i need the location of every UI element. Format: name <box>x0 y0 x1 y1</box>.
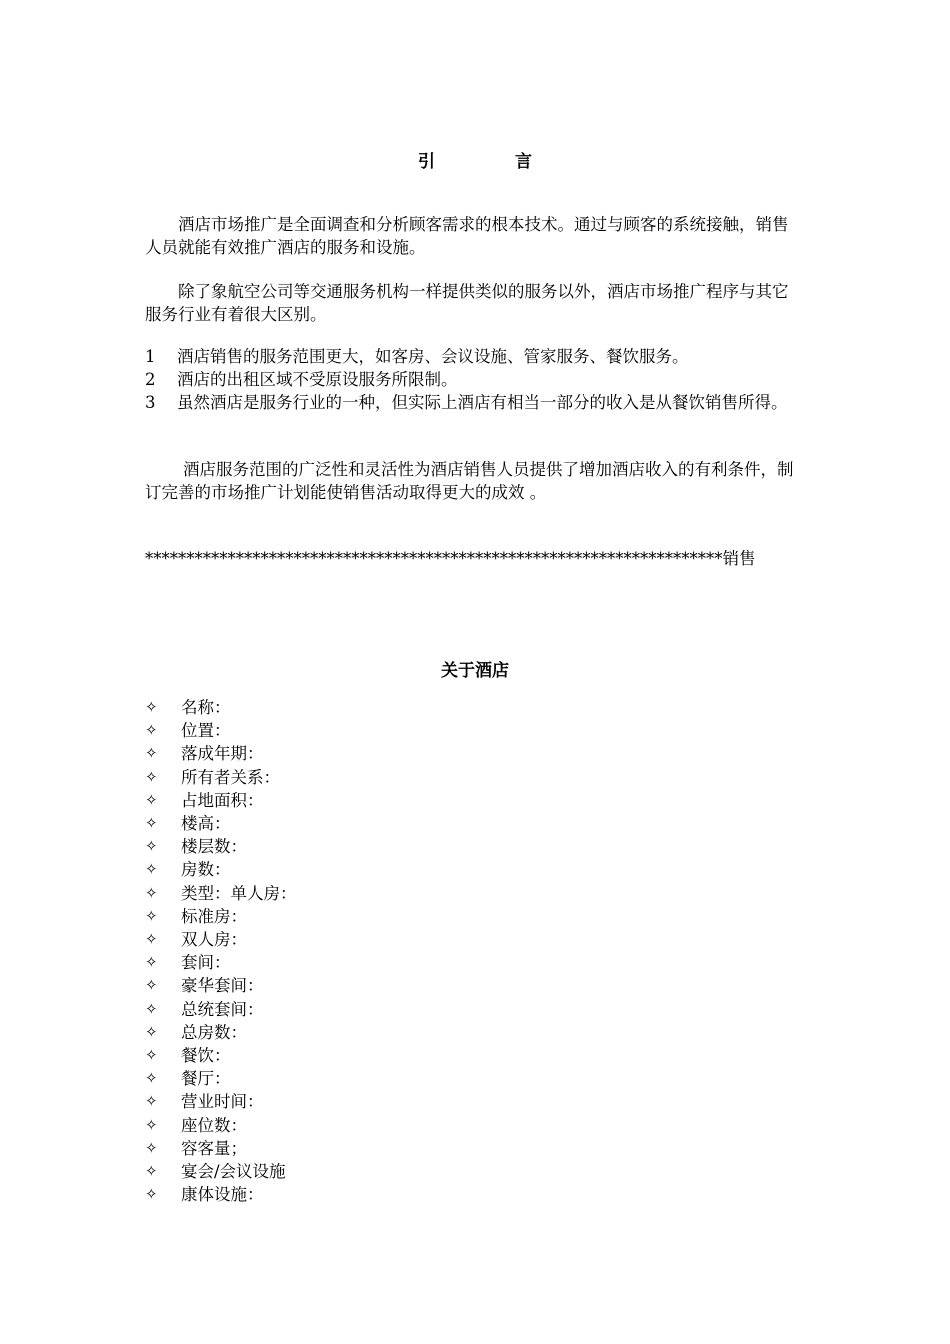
sparkle-bullet-icon: ✧ <box>145 837 158 856</box>
list-item-label: 占地面积： <box>181 790 264 810</box>
sparkle-bullet-icon: ✧ <box>145 1092 158 1111</box>
intro-paragraph-2 <box>145 280 795 326</box>
list-item-label: 标准房： <box>181 906 247 926</box>
sparkle-bullet-icon: ✧ <box>145 1069 158 1088</box>
list-item <box>145 951 297 974</box>
list-item-text: 酒店销售的服务范围更大，如客房、会议设施、管家服务、餐饮服务。 <box>177 347 689 366</box>
sparkle-bullet-icon: ✧ <box>145 860 158 879</box>
intro-paragraph-1-text: 酒店市场推广是全面调查和分析顾客需求的根本技术。通过与顾客的系统接触，销售人员就能有效推广酒店的服务和设施。 <box>145 215 789 257</box>
list-item-label: 营业时间： <box>181 1092 264 1112</box>
numbered-list-item <box>145 368 805 391</box>
sparkle-bullet-icon: ✧ <box>145 1046 158 1065</box>
list-item-label: 楼层数： <box>181 837 247 857</box>
list-number: 2 <box>145 370 156 389</box>
list-item-text: 虽然酒店是服务行业的一种，但实际上酒店有相当一部分的收入是从餐饮销售所得。 <box>177 393 788 412</box>
list-item <box>145 696 297 719</box>
list-item-label: 套间： <box>181 953 231 973</box>
list-number: 3 <box>145 393 156 412</box>
sparkle-bullet-icon: ✧ <box>145 698 158 716</box>
list-item-label: 双人房： <box>181 930 247 950</box>
list-item <box>145 928 297 951</box>
intro-paragraph-3-text: 酒店服务范围的广泛性和灵活性为酒店销售人员提供了增加酒店收入的有利条件，制订完善的市场推广计划能使销售活动取得更大的成效 。 <box>145 460 794 502</box>
intro-paragraph-1 <box>145 213 795 259</box>
sparkle-bullet-icon: ✧ <box>145 790 158 809</box>
sparkle-bullet-icon: ✧ <box>145 1185 158 1204</box>
list-item <box>145 1160 297 1183</box>
sparkle-bullet-icon: ✧ <box>145 1138 158 1157</box>
sparkle-bullet-icon: ✧ <box>145 906 158 925</box>
intro-paragraph-2-text: 除了象航空公司等交通服务机构一样提供类似的服务以外，酒店市场推广程序与其它服务行业有着很大区别。 <box>145 282 789 324</box>
hotel-info-list <box>145 696 297 1206</box>
numbered-list-item <box>145 345 805 368</box>
list-item-label: 容客量； <box>181 1138 247 1158</box>
list-item <box>145 742 297 765</box>
sparkle-bullet-icon: ✧ <box>145 930 158 949</box>
numbered-list-item <box>145 391 805 414</box>
intro-heading-part1: 引 <box>418 152 435 172</box>
numbered-list <box>145 345 805 414</box>
intro-paragraph-3 <box>145 458 795 504</box>
list-item-label: 座位数： <box>181 1115 247 1135</box>
sparkle-bullet-icon: ✧ <box>145 767 158 786</box>
list-item-label: 豪华套间： <box>181 976 264 996</box>
sparkle-bullet-icon: ✧ <box>145 953 158 972</box>
list-item <box>145 1067 297 1090</box>
list-number: 1 <box>145 347 156 366</box>
list-item-label: 位置： <box>181 721 231 741</box>
sparkle-bullet-icon: ✧ <box>145 976 158 995</box>
sparkle-bullet-icon: ✧ <box>145 1115 158 1134</box>
list-item-label: 总统套间： <box>181 999 264 1019</box>
list-item <box>145 719 297 742</box>
sparkle-bullet-icon: ✧ <box>145 1162 158 1181</box>
list-item-text: 酒店的出租区域不受原设服务所限制。 <box>177 370 458 389</box>
intro-heading-part2: 言 <box>515 152 532 172</box>
list-item <box>145 974 297 997</box>
sparkle-bullet-icon: ✧ <box>145 999 158 1018</box>
list-item-label: 餐饮： <box>181 1046 231 1066</box>
list-item-label: 宴会/会议设施 <box>181 1162 286 1182</box>
list-item-label: 康体设施： <box>181 1185 264 1205</box>
list-item <box>145 1021 297 1044</box>
intro-heading <box>0 147 950 172</box>
list-item-label: 落成年期： <box>181 744 264 764</box>
list-item-label: 所有者关系： <box>181 767 280 787</box>
sparkle-bullet-icon: ✧ <box>145 814 158 833</box>
list-item-label: 类型：单人房： <box>181 883 297 903</box>
list-item <box>145 998 297 1021</box>
sparkle-bullet-icon: ✧ <box>145 883 158 902</box>
sparkle-bullet-icon: ✧ <box>145 721 158 740</box>
list-item <box>145 905 297 928</box>
list-item <box>145 882 297 905</box>
list-item <box>145 858 297 881</box>
list-item <box>145 835 297 858</box>
sparkle-bullet-icon: ✧ <box>145 744 158 763</box>
list-item <box>145 1114 297 1137</box>
list-item-label: 名称： <box>181 698 231 717</box>
about-heading: 关于酒店 <box>441 661 509 681</box>
list-item-label: 餐厅： <box>181 1069 231 1089</box>
list-item-label: 房数： <box>181 860 231 880</box>
list-item <box>145 1137 297 1160</box>
list-item <box>145 1183 297 1206</box>
list-item <box>145 1044 297 1067</box>
list-item <box>145 789 297 812</box>
sparkle-bullet-icon: ✧ <box>145 1022 158 1041</box>
list-item-label: 总房数： <box>181 1022 247 1042</box>
list-item <box>145 1090 297 1113</box>
list-item <box>145 812 297 835</box>
list-item-label: 楼高： <box>181 814 231 834</box>
list-item <box>145 766 297 789</box>
section-divider: **********************************************************************销售 <box>145 549 756 568</box>
